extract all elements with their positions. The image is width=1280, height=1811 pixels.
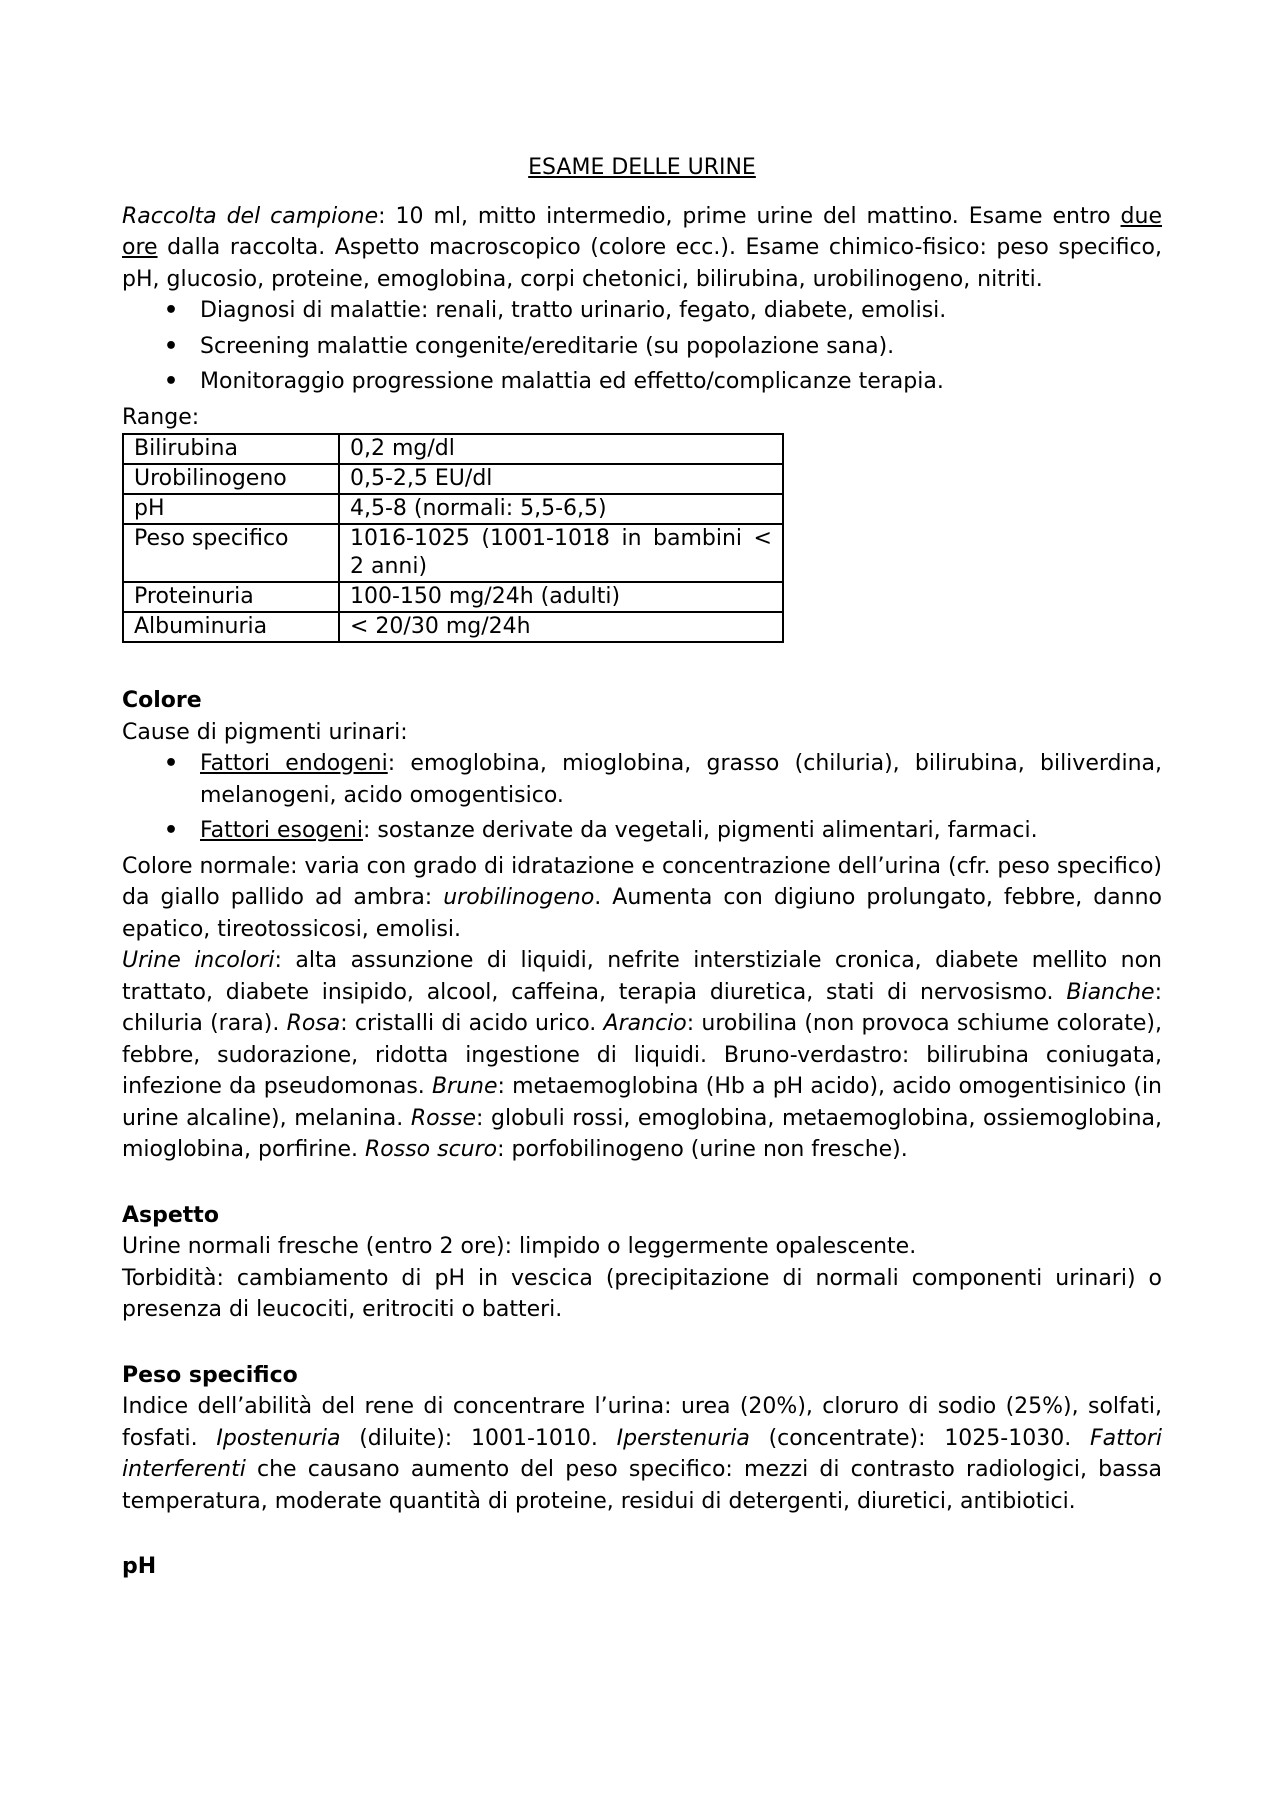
aspetto-heading: Aspetto [122, 1202, 219, 1228]
table-row: pH 4,5-8 (normali: 5,5-6,5) [123, 494, 783, 524]
intro-underlined: due ore [122, 203, 1162, 260]
list-item: • Monitoraggio progressione malattia ed effetto/complicanze terapia. [200, 366, 1162, 398]
ph-heading: pH [122, 1554, 157, 1579]
list-item: • Screening malattie congenite/ereditarie (su popolazione sana). [200, 331, 1162, 363]
peso-paragraph: Indice dell’abilità del rene di concentrare l’urina: urea (20%), cloruro di sodio (25%), solfati, fosfati. Ipostenuria (diluite): 1001-1010. Iperstenuria (concentrate): 1025-1030. Fattori interferenti che causano aumento del peso specifico: mezzi di contrasto radiologici, bassa temperatura, moderate quantità di proteine, residui di detergenti, diuretici, antibiotici. [122, 1394, 1162, 1514]
list-item: • Diagnosi di malattie: renali, tratto urinario, fegato, diabete, emolisi. [200, 295, 1162, 327]
factors-list [122, 748, 1162, 847]
intro-label: Raccolta del campione [122, 203, 379, 229]
colore-heading: Colore [122, 688, 202, 713]
list-item: • Fattori esogeni: sostanze derivate da vegetali, pigmenti alimentari, farmaci. [200, 815, 1162, 847]
document-title: ESAME DELLE URINE [528, 155, 756, 180]
table-row: Peso specifico 1016-1025 (1001-1018 in bambini < 2 anni) [123, 524, 783, 582]
colore-cause: Cause di pigmenti urinari: [122, 719, 408, 745]
aspetto-line2: Torbidità: cambiamento di pH in vescica (precipitazione di normali componenti urinari) o presenza di leucociti, eritrociti o batteri. [122, 1265, 1162, 1322]
table-row: Proteinuria 100-150 mg/24h (adulti) [123, 582, 783, 612]
aspetto-line1: Urine normali fresche (entro 2 ore): limpido o leggermente opalescente. [122, 1234, 917, 1259]
uses-list [122, 295, 1162, 398]
colore-details: Urine incolori: alta assunzione di liquidi, nefrite interstiziale cronica, diabete mellito non trattato, diabete insipido, alcool, caffeina, terapia diuretica, stati di nervosismo. Bianche: chiluria (rara). Rosa: cristalli di acido urico. Arancio: urobilina (non provoca schiume colorate), febbre, sudorazione, ridotta ingestione di liquidi. Bruno-verdastro: bilirubina coniugata, infezione da pseudomonas. Brune: metaemoglobina (Hb a pH acido), acido omogentisinico (in urine alcaline), melanina. Rosse: globuli rossi, emoglobina, metaemoglobina, ossiemoglobina, mioglobina, porfirine. Rosso scuro: porfobilinogeno (urine non fresche). [122, 948, 1163, 1162]
table-row: Urobilinogeno 0,5-2,5 EU/dl [123, 464, 783, 494]
table-row: Bilirubina 0,2 mg/dl [123, 434, 783, 464]
colore-normal: Colore normale: varia con grado di idratazione e concentrazione dell’urina (cfr. peso specifico) da giallo pallido ad ambra: urobilinogeno. Aumenta con digiuno prolungato, febbre, danno epatico, tireotossicosi, emolisi. [122, 853, 1163, 942]
range-table [122, 433, 784, 643]
peso-heading: Peso specifico [122, 1362, 298, 1388]
intro-paragraph: Raccolta del campione: 10 ml, mitto intermedio, prime urine del mattino. Esame entro due ore dalla raccolta. Aspetto macroscopico (colore ecc.). Esame chimico-fisico: peso specifico, pH, glucosio, proteine, emoglobina, corpi chetonici, bilirubina, urobilinogeno, nitriti. [122, 203, 1162, 292]
range-label: Range: [122, 404, 200, 430]
list-item: • Fattori endogeni: emoglobina, mioglobina, grasso (chiluria), bilirubina, biliverdina, melanogeni, acido omogentisico. [200, 748, 1162, 811]
table-row: Albuminuria < 20/30 mg/24h [123, 612, 783, 642]
